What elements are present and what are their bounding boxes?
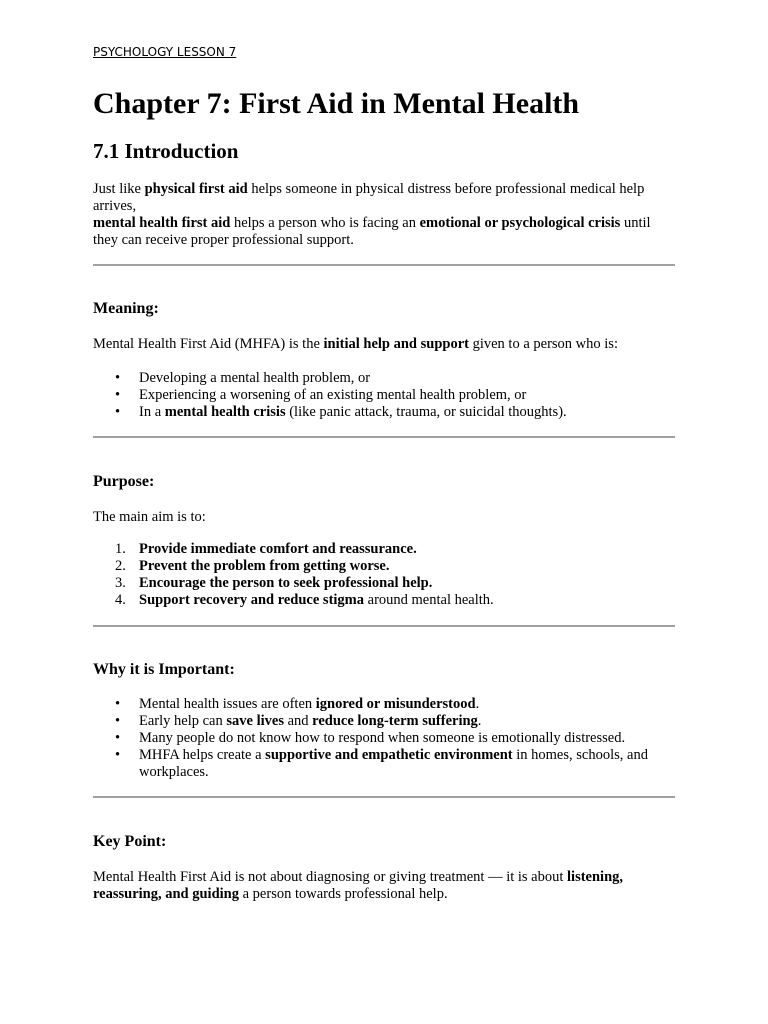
text-run: In a — [139, 404, 165, 420]
text-run: Mental health issues are often — [139, 696, 316, 712]
bold-run: Encourage the person to seek professional help. — [139, 575, 433, 591]
bold-run: mental health crisis — [164, 404, 286, 420]
text-run: helps a person who is facing an — [230, 215, 420, 231]
list-item — [93, 558, 675, 575]
bold-run: Provide immediate comfort and reassurance. — [139, 541, 417, 557]
text-run: Mental Health First Aid (MHFA) is the — [93, 336, 324, 352]
text-run: . — [475, 696, 480, 712]
list-item — [93, 747, 675, 781]
bold-run: reduce long-term suffering — [312, 713, 478, 729]
list-number: 3. — [115, 575, 126, 591]
important-heading: Why it is Important: — [93, 661, 235, 678]
intro-paragraph-2 — [93, 215, 675, 249]
important-list — [93, 696, 675, 781]
list-item — [93, 592, 675, 609]
text-run: . — [477, 713, 482, 729]
bold-run: save lives — [226, 713, 284, 729]
text-run: (like panic attack, trauma, or suicidal thoughts). — [285, 404, 567, 420]
meaning-heading: Meaning: — [93, 300, 159, 317]
bold-run: supportive and empathetic environment — [265, 747, 513, 763]
purpose-list — [93, 541, 675, 609]
bold-run: Prevent the problem from getting worse. — [139, 558, 390, 574]
text-run: given to a person who is: — [468, 336, 618, 352]
section-divider — [93, 264, 675, 266]
list-number: 2. — [115, 558, 126, 574]
intro-heading: 7.1 Introduction — [93, 139, 239, 163]
purpose-heading: Purpose: — [93, 473, 155, 490]
text-run: until they can receive proper professional support. — [93, 215, 651, 248]
bold-run: initial help and support — [323, 336, 469, 352]
list-item — [93, 575, 675, 592]
section-divider — [93, 625, 675, 627]
bold-run: Support recovery and reduce stigma — [139, 592, 365, 608]
text-run: helps someone in physical distress before professional medical help arrives, — [93, 181, 645, 214]
text-run: MHFA helps create a — [139, 747, 266, 763]
list-item: • Experiencing a worsening of an existing mental health problem, or — [93, 387, 675, 404]
text-run: Mental Health First Aid is not about diagnosing or giving treatment — it is about — [93, 869, 568, 885]
text-run: Early help can — [139, 713, 227, 729]
purpose-paragraph: The main aim is to: — [93, 509, 206, 525]
page-header: PSYCHOLOGY LESSON 7 — [93, 45, 237, 59]
bold-run: emotional or psychological crisis — [419, 215, 621, 231]
keypoint-paragraph — [93, 869, 675, 903]
text-run: Just like — [93, 181, 145, 197]
text-run: and — [283, 713, 313, 729]
list-number: 1. — [115, 541, 126, 557]
meaning-list — [93, 370, 675, 421]
chapter-title: Chapter 7: First Aid in Mental Health — [93, 87, 580, 120]
section-divider — [93, 436, 675, 438]
bold-run: ignored or misunderstood — [315, 696, 476, 712]
list-number: 4. — [115, 592, 126, 608]
list-item: • Many people do not know how to respond when someone is emotionally distressed. — [93, 730, 675, 747]
section-divider — [93, 796, 675, 798]
text-run: in homes, schools, and workplaces. — [139, 747, 648, 780]
list-item — [93, 541, 675, 558]
keypoint-heading: Key Point: — [93, 833, 167, 850]
list-item — [93, 696, 675, 713]
bold-run: listening, reassuring, and guiding — [93, 869, 624, 902]
text-run: a person towards professional help. — [239, 886, 448, 902]
list-item — [93, 404, 675, 421]
bold-run: physical first aid — [144, 181, 248, 197]
list-item — [93, 713, 675, 730]
text-run: around mental health. — [364, 592, 494, 608]
bold-run: mental health first aid — [93, 215, 231, 231]
intro-paragraph-1 — [93, 181, 675, 215]
list-item: • Developing a mental health problem, or — [93, 370, 675, 387]
meaning-paragraph — [93, 336, 675, 353]
